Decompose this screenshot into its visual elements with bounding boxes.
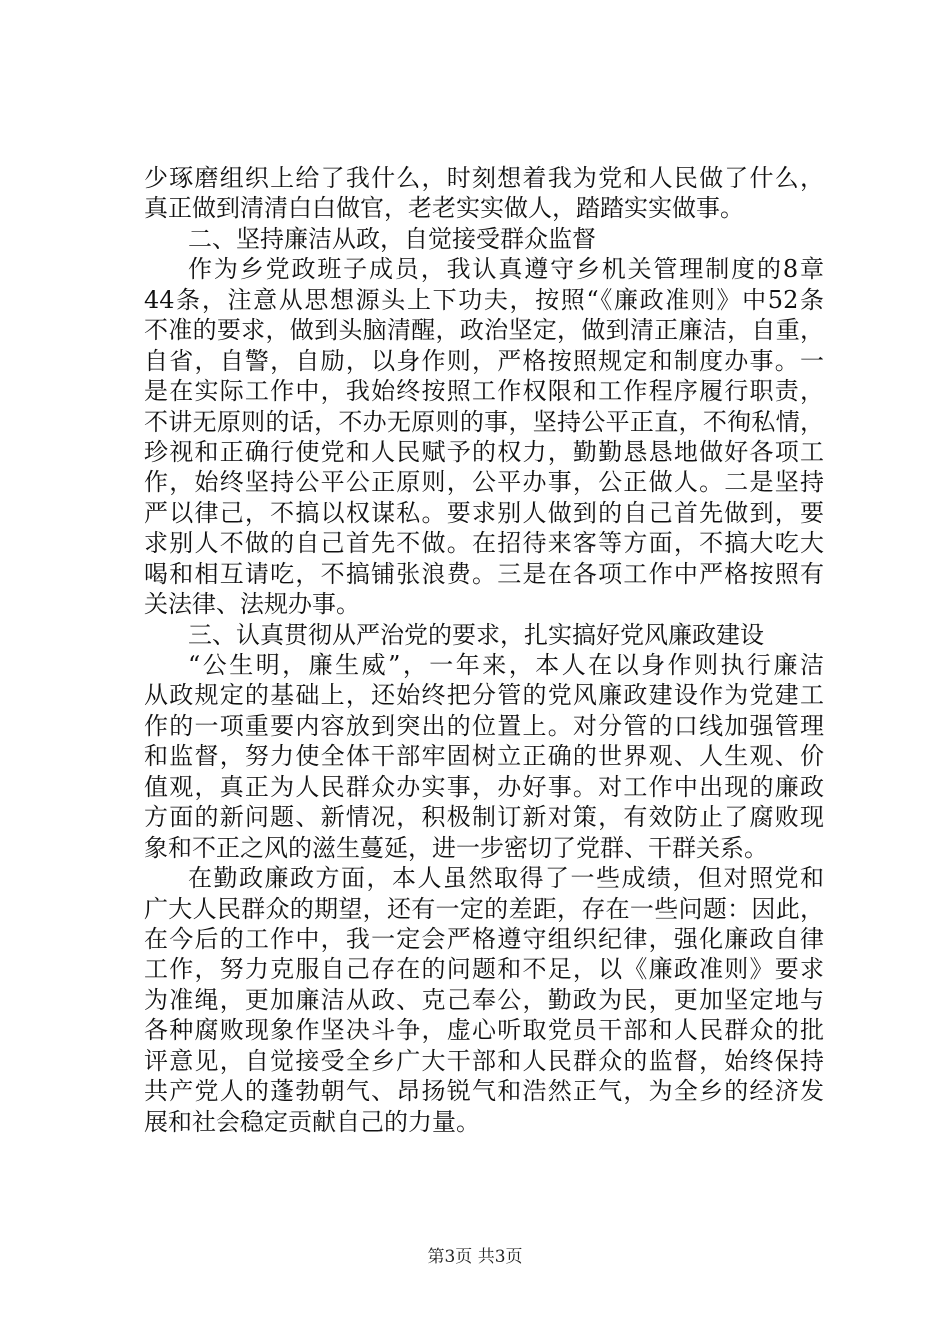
text-line: 关法律、法规办事。: [144, 590, 360, 619]
text-line: 作，始终坚持公平公正原则，公平办事，公正做人。二是坚持: [144, 468, 824, 497]
text-line: 从政规定的基础上，还始终把分管的党风廉政建设作为党建工: [144, 681, 824, 710]
text-line: 和监督，努力使全体干部牢固树立正确的世界观、人生观、价: [144, 742, 824, 771]
text-line: 44条，注意从思想源头上下功夫，按照“《廉政准则》中52条: [144, 285, 824, 314]
section-heading: 三、认真贯彻从严治党的要求，扎实搞好党风廉政建设: [188, 620, 764, 649]
text-line: 评意见，自觉接受全乡广大干部和人民群众的监督，始终保持: [144, 1046, 824, 1075]
text-line: 作的一项重要内容放到突出的位置上。对分管的口线加强管理: [144, 711, 824, 740]
text-line: 不准的要求，做到头脑清醒，政治坚定，做到清正廉洁，自重，: [144, 316, 824, 345]
text-line: 求别人不做的自己首先不做。在招待来客等方面，不搞大吃大: [144, 529, 824, 558]
text-line: 严以律己，不搞以权谋私。要求别人做到的自己首先做到，要: [144, 498, 824, 527]
text-line: 不讲无原则的话，不办无原则的事，坚持公平正直，不徇私情，: [144, 407, 824, 436]
text-line: 在今后的工作中，我一定会严格遵守组织纪律，强化廉政自律: [144, 924, 824, 953]
text-line: 真正做到清清白白做官，老老实实做人，踏踏实实做事。: [144, 194, 744, 223]
text-line: 喝和相互请吃，不搞铺张浪费。三是在各项工作中严格按照有: [144, 559, 824, 588]
text-line: 在勤政廉政方面，本人虽然取得了一些成绩，但对照党和: [188, 864, 824, 893]
text-line: 方面的新问题、新情况，积极制订新对策，有效防止了腐败现: [144, 803, 824, 832]
text-line: 展和社会稳定贡献自己的力量。: [144, 1107, 480, 1136]
text-line: 值观，真正为人民群众办实事，办好事。对工作中出现的廉政: [144, 772, 824, 801]
page-footer: 第3页 共3页: [427, 1247, 523, 1267]
text-line: “公生明，廉生威”，一年来，本人在以身作则执行廉洁: [188, 651, 824, 679]
text-line: 是在实际工作中，我始终按照工作权限和工作程序履行职责，: [144, 377, 824, 406]
text-line: 少琢磨组织上给了我什么，时刻想着我为党和人民做了什么，: [144, 164, 824, 192]
text-line: 珍视和正确行使党和人民赋予的权力，勤勤恳恳地做好各项工: [144, 437, 824, 466]
text-line: 各种腐败现象作坚决斗争，虚心听取党员干部和人民群众的批: [144, 1016, 824, 1045]
text-line: 广大人民群众的期望，还有一定的差距，存在一些问题：因此，: [144, 894, 824, 923]
section-heading: 二、坚持廉洁从政，自觉接受群众监督: [188, 224, 596, 253]
document-body: [144, 163, 824, 1137]
text-line: 作为乡党政班子成员，我认真遵守乡机关管理制度的8章: [188, 255, 824, 284]
text-line: 共产党人的蓬勃朝气、昂扬锐气和浩然正气，为全乡的经济发: [144, 1077, 824, 1106]
text-line: 象和不正之风的滋生蔓延，进一步密切了党群、干群关系。: [144, 833, 768, 862]
text-line: 自省，自警，自励，以身作则，严格按照规定和制度办事。一: [144, 346, 824, 375]
text-line: 工作，努力克服自己存在的问题和不足，以《廉政准则》要求: [144, 955, 824, 984]
text-line: 为准绳，更加廉洁从政、克己奉公，勤政为民，更加坚定地与: [144, 985, 824, 1014]
